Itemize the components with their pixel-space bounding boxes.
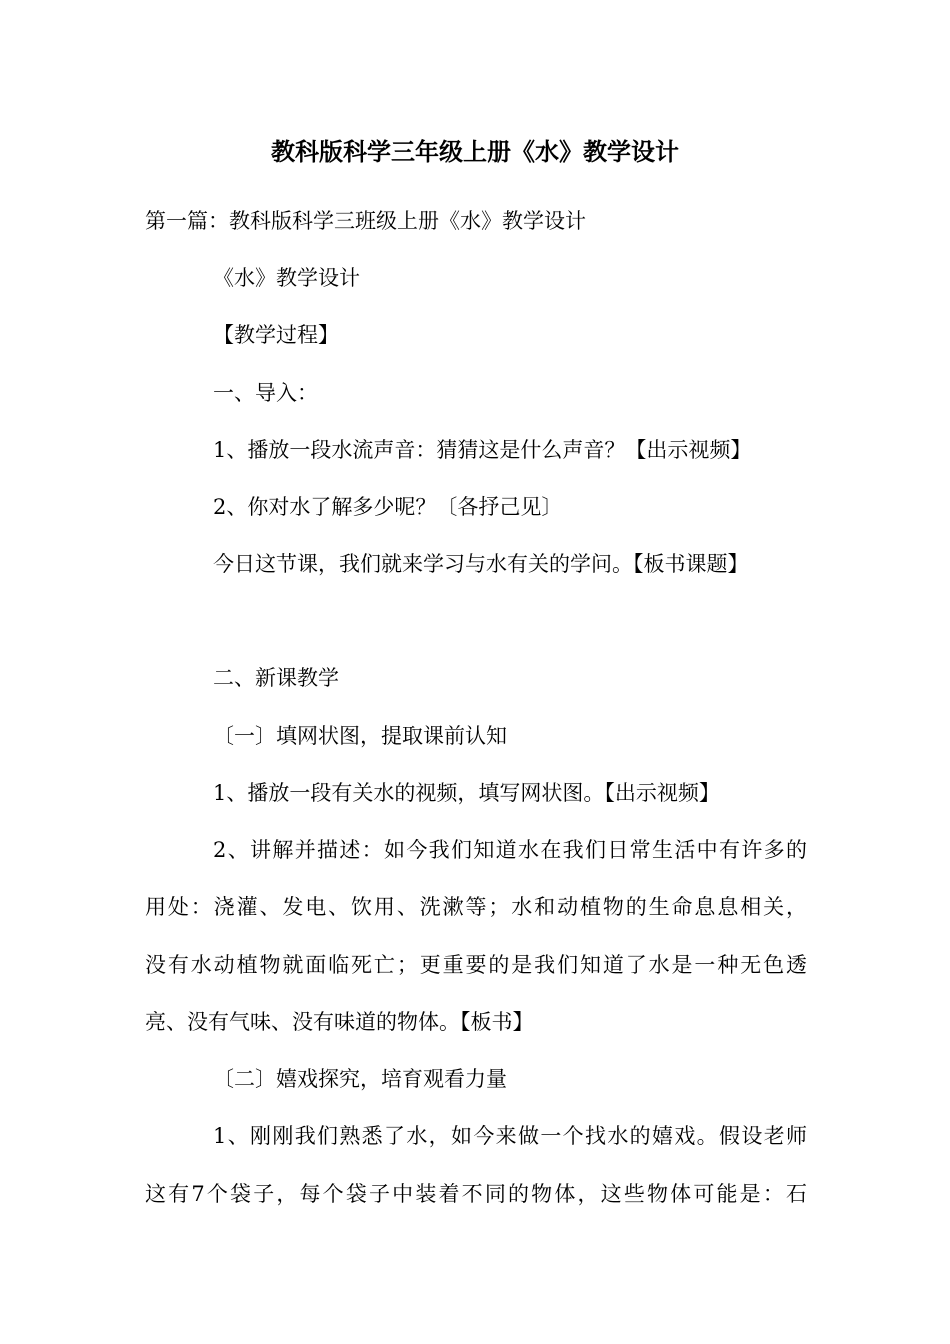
paragraph-line: 1、播放一段有关水的视频，填写网状图。【出示视频】 — [213, 781, 720, 805]
paragraph-line: 一、导入： — [213, 381, 318, 405]
sub-heading: 《水》教学设计 — [213, 266, 360, 290]
sub-heading: 二、新课教学 — [213, 666, 339, 690]
paragraph-line: 1、播放一段水流声音：猜猜这是什么声音？【出示视频】 — [213, 438, 752, 462]
paragraph-line: 没有水动植物就面临死亡；更重要的是我们知道了水是一种无色透 — [145, 953, 807, 977]
section-heading: 第一篇：教科版科学三班级上册《水》教学设计 — [145, 209, 586, 233]
paragraph-line: 这有7个袋子，每个袋子中装着不同的物体，这些物体可能是：石 — [145, 1182, 807, 1206]
paragraph-line: 今日这节课，我们就来学习与水有关的学问。【板书课题】 — [213, 552, 749, 576]
paragraph-line: 1、刚刚我们熟悉了水，如今来做一个找水的嬉戏。假设老师 — [213, 1124, 807, 1148]
paragraph-line: 2、讲解并描述：如今我们知道水在我们日常生活中有许多的 — [213, 838, 807, 862]
paragraph-line: 亮、没有气味、没有味道的物体。【板书】 — [145, 1010, 534, 1034]
paragraph-line: 2、你对水了解多少呢？〔各抒己见〕 — [213, 495, 563, 519]
sub-heading: 〔二〕嬉戏探究，培育观看力量 — [213, 1067, 507, 1091]
paragraph-line: 用处：浇灌、发电、饮用、洗漱等；水和动植物的生命息息相关， — [145, 895, 807, 919]
document-title: 教科版科学三年级上册《水》教学设计 — [271, 137, 679, 166]
sub-heading: 〔一〕填网状图，提取课前认知 — [213, 724, 507, 748]
sub-heading: 【教学过程】 — [213, 323, 339, 347]
